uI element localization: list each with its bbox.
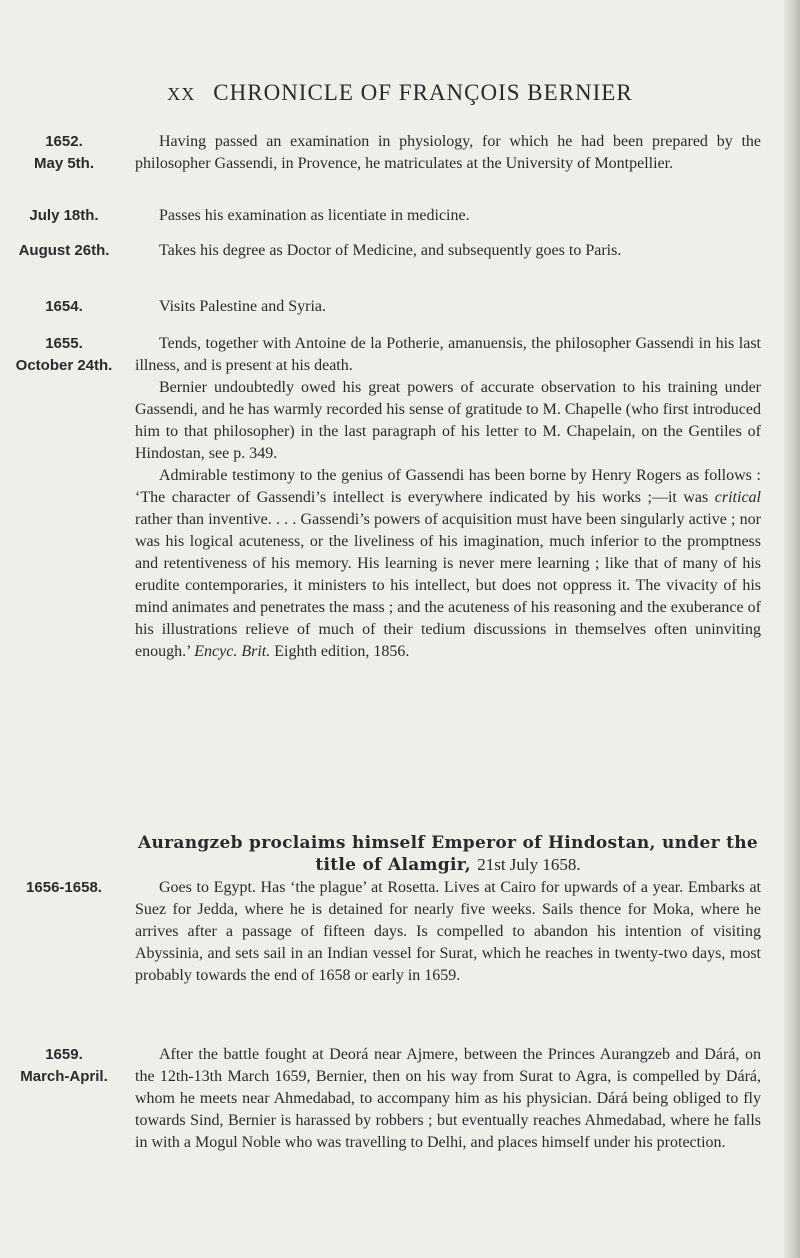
margin-date-1655: 1655. October 24th. [15,335,113,374]
gassendi-death-paragraph: Tends, together with Antoine de la Potherie, amanuensis, the philosopher Gassendi in his last illness, and is present at his death. [135,335,761,374]
margin-date-1654: 1654. [45,298,83,315]
section-heading-aurangzeb: Aurangzeb proclaims himself Emperor of Hindostan, under the title of Alamgir, 21st July 1658. [137,833,759,875]
margin-date-july-18: July 18th. [29,207,99,224]
page-title: CHRONICLE OF FRANÇOIS BERNIER [213,80,633,105]
margin-date-1659: 1659. March-April. [20,1046,108,1085]
bernier-training-paragraph: Bernier undoubtedly owed his great powers of accurate observation to his training under Gassendi, and he has warmly recorded his sense of gratitude to M. Chapelle (who first introduced him to that philosopher) in the last paragraph of his letter to M. Chapelain, on the Gentiles of Hindostan, see p. 349. [135,379,761,462]
running-header [0,80,800,106]
entry-1659-paragraph: After the battle fought at Deorá near Ajmere, between the Princes Aurangzeb and Dárá, on the 12th-13th March 1659, Bernier, then on his way from Surat to Agra, is compelled by Dárá, whom he meets near Ahmedabad, to accompany him as his physician. Dárá being obliged to fly towards Sind, Bernier is harassed by robbers ; but eventually reaches Ahmedabad, where he falls in with a Mogul Noble who was travelling to Delhi, and places himself under his protection. [135,1046,761,1151]
margin-date-august-26: August 26th. [18,242,110,259]
page-edge [784,0,800,1258]
margin-date-1656-1658: 1656-1658. [26,879,102,896]
rogers-testimony-paragraph: Admirable testimony to the genius of Gassendi has been borne by Henry Rogers as follows : ‘The character of Gassendi’s intellect is everywhere indicated by his works ;—it was critical rather than inventive. . . . Gassendi’s powers of acquisition must have been singularly active ; nor was his logical acuteness, or the liveliness of his imagination, much inferior to the promptness and retentiveness of his memory. His learning is never mere learning ; like that of many of his erudite contemporaries, it ministers to his intellect, but does not oppress it. The vivacity of his mind animates and penetrates the mass ; and the acuteness of his reasoning and the exuberance of his illustrations relieve of much of their tedium discussions in themselves often uninviting enough.’ Encyc. Brit. Eighth edition, 1856. [135,467,761,660]
page-number: XX [167,84,196,104]
entry-1654-paragraph: Visits Palestine and Syria. [159,298,327,315]
entry-1656-1658-paragraph: Goes to Egypt. Has ‘the plague’ at Rosetta. Lives at Cairo for upwards of a year. Embarks at Suez for Jedda, where he is detained for nearly five weeks. Sails thence for Moka, where he arrives after a passage of fifteen days. Is compelled to abandon his intention of visiting Abyssinia, and sets sail in an Indian vessel for Surat, which he reaches in twenty-two days, most probably towards the end of 1658 or early in 1659. [135,879,761,984]
entry-1652-paragraph: Having passed an examination in physiology, for which he had been prepared by the philosopher Gassendi, in Provence, he matriculates at the University of Montpellier. [135,133,761,172]
entry-july-18-paragraph: Passes his examination as licentiate in medicine. [159,207,470,224]
entry-1655-paragraphs [135,333,761,663]
margin-date-1652: 1652. May 5th. [33,133,94,172]
entry-august-26-paragraph: Takes his degree as Doctor of Medicine, and subsequently goes to Paris. [159,242,622,259]
